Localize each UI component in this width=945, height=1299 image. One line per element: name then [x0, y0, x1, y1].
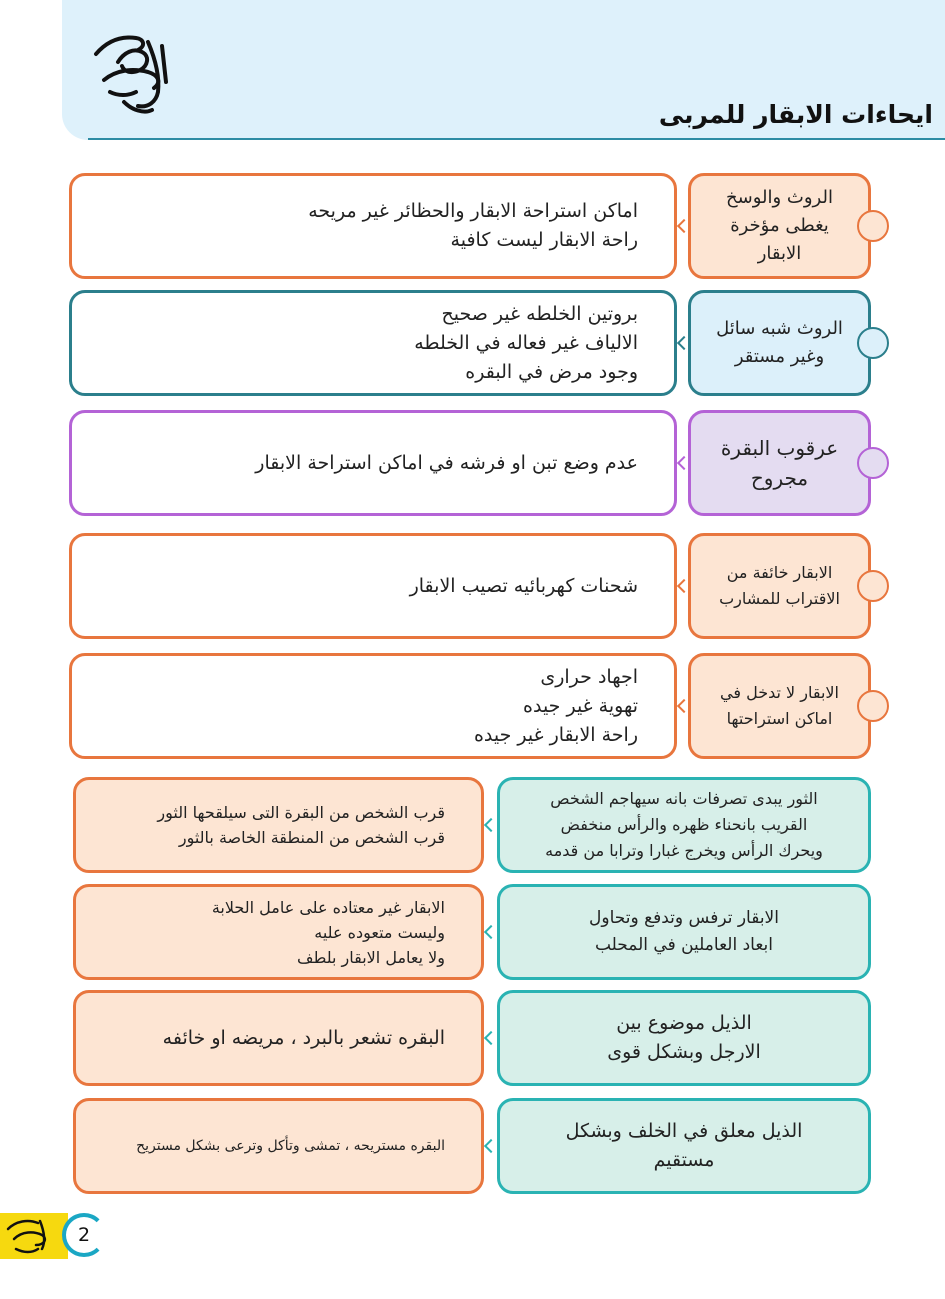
- arrow-left-icon: [484, 818, 498, 832]
- list-item: [0, 653, 945, 759]
- cause-box: [69, 290, 677, 396]
- calligraphy-logo-icon: [0, 1213, 60, 1259]
- cause-line: عدم وضع تبن او فرشه في اماكن استراحة الابقار: [255, 451, 638, 474]
- list-item: [0, 777, 945, 873]
- connector-circle-icon: [857, 570, 889, 602]
- cause-line: اماكن استراحة الابقار والحظائر غير مريحه: [308, 200, 638, 222]
- sign-line: الاقتراب للمشارب: [719, 589, 840, 608]
- sign-line: عرقوب البقرة: [720, 436, 839, 460]
- header-divider: [88, 138, 945, 140]
- sign-box: [688, 173, 871, 279]
- sign-box: [497, 990, 871, 1086]
- sign-line: الذيل موضوع بين: [616, 1012, 752, 1034]
- cause-line: تهوية غير جيده: [523, 694, 638, 717]
- cause-line: الابقار غير معتاده على عامل الحلابة: [211, 897, 445, 917]
- list-item: [0, 290, 945, 396]
- cause-line: شحنات كهربائيه تصيب الابقار: [409, 574, 638, 597]
- sign-line: الابقار ترفس وتدفع وتحاول: [589, 908, 779, 928]
- calligraphy-logo-icon: [88, 22, 178, 117]
- list-item: [0, 173, 945, 279]
- cause-box: [69, 173, 677, 279]
- sign-line: الابقار: [757, 243, 802, 264]
- sign-line: وغير مستقر: [734, 346, 825, 367]
- connector-circle-icon: [857, 210, 889, 242]
- list-item: [0, 884, 945, 980]
- arrow-left-icon: [484, 1031, 498, 1045]
- cause-line: ولا يعامل الابقار بلطف: [297, 947, 445, 967]
- cause-line: وجود مرض في البقره: [465, 360, 638, 383]
- sign-line: ابعاد العاملين في المحلب: [594, 935, 774, 955]
- sign-line: الروث والوسخ: [726, 187, 833, 208]
- sign-line: الثور يبدى تصرفات بانه سيهاجم الشخص: [550, 789, 818, 808]
- list-item: [0, 1098, 945, 1194]
- cause-line: الالياف غير فعاله في الخلطه: [414, 331, 638, 354]
- cause-line: قرب الشخص من المنطقة الخاصة بالثور: [178, 828, 445, 847]
- page-footer: [0, 1205, 130, 1265]
- connector-circle-icon: [857, 447, 889, 479]
- cause-box: [73, 990, 484, 1086]
- footer-logo-block: [0, 1213, 68, 1259]
- sign-line: اماكن استراحتها: [726, 709, 833, 728]
- cause-line: البقره تشعر بالبرد ، مريضه او خائفه: [162, 1027, 445, 1049]
- cause-line: بروتين الخلطه غير صحيح: [441, 302, 638, 325]
- cause-box: [73, 884, 484, 980]
- sign-line: مجروح: [750, 466, 809, 490]
- sign-box: [688, 533, 871, 639]
- page-title: ايحاءات الابقار للمربى: [658, 100, 933, 129]
- connector-circle-icon: [857, 690, 889, 722]
- sign-line: الارجل وبشكل قوى: [607, 1041, 761, 1063]
- arrow-left-icon: [484, 925, 498, 939]
- sign-box: [688, 290, 871, 396]
- sign-line: القريب بانحناء ظهره والرأس منخفض: [560, 815, 808, 834]
- sign-line: ويحرك الرأس ويخرج غبارا وترابا من قدمه: [545, 841, 823, 860]
- sign-line: الروث شبه سائل: [716, 318, 843, 339]
- sign-box: [688, 653, 871, 759]
- cause-box: [69, 410, 677, 516]
- cause-line: البقره مستريحه ، تمشى وتأكل وترعى بشكل مستريح: [136, 1137, 445, 1154]
- cause-box: [73, 777, 484, 873]
- sign-box: [497, 884, 871, 980]
- cause-line: وليست متعوده عليه: [314, 922, 445, 942]
- list-item: [0, 533, 945, 639]
- cause-line: راحة الابقار ليست كافية: [450, 229, 638, 251]
- list-item: [0, 990, 945, 1086]
- sign-box: [497, 1098, 871, 1194]
- cause-line: قرب الشخص من البقرة التى سيلقحها الثور: [157, 803, 445, 822]
- arrow-left-icon: [484, 1139, 498, 1153]
- sign-line: الابقار خائفة من: [726, 563, 833, 582]
- list-item: [0, 410, 945, 516]
- sign-line: الذيل معلق في الخلف وبشكل: [565, 1120, 803, 1142]
- cause-box: [69, 533, 677, 639]
- sign-line: الابقار لا تدخل في: [720, 683, 839, 702]
- cause-box: [73, 1098, 484, 1194]
- sign-line: مستقيم: [653, 1149, 715, 1171]
- connector-circle-icon: [857, 327, 889, 359]
- cause-line: راحة الابقار غير جيده: [473, 723, 638, 746]
- sign-box: [497, 777, 871, 873]
- cause-box: [69, 653, 677, 759]
- sign-line: يغطى مؤخرة: [730, 215, 829, 236]
- page-number: 2: [77, 1224, 91, 1246]
- cause-line: اجهاد حرارى: [540, 665, 638, 688]
- sign-box: [688, 410, 871, 516]
